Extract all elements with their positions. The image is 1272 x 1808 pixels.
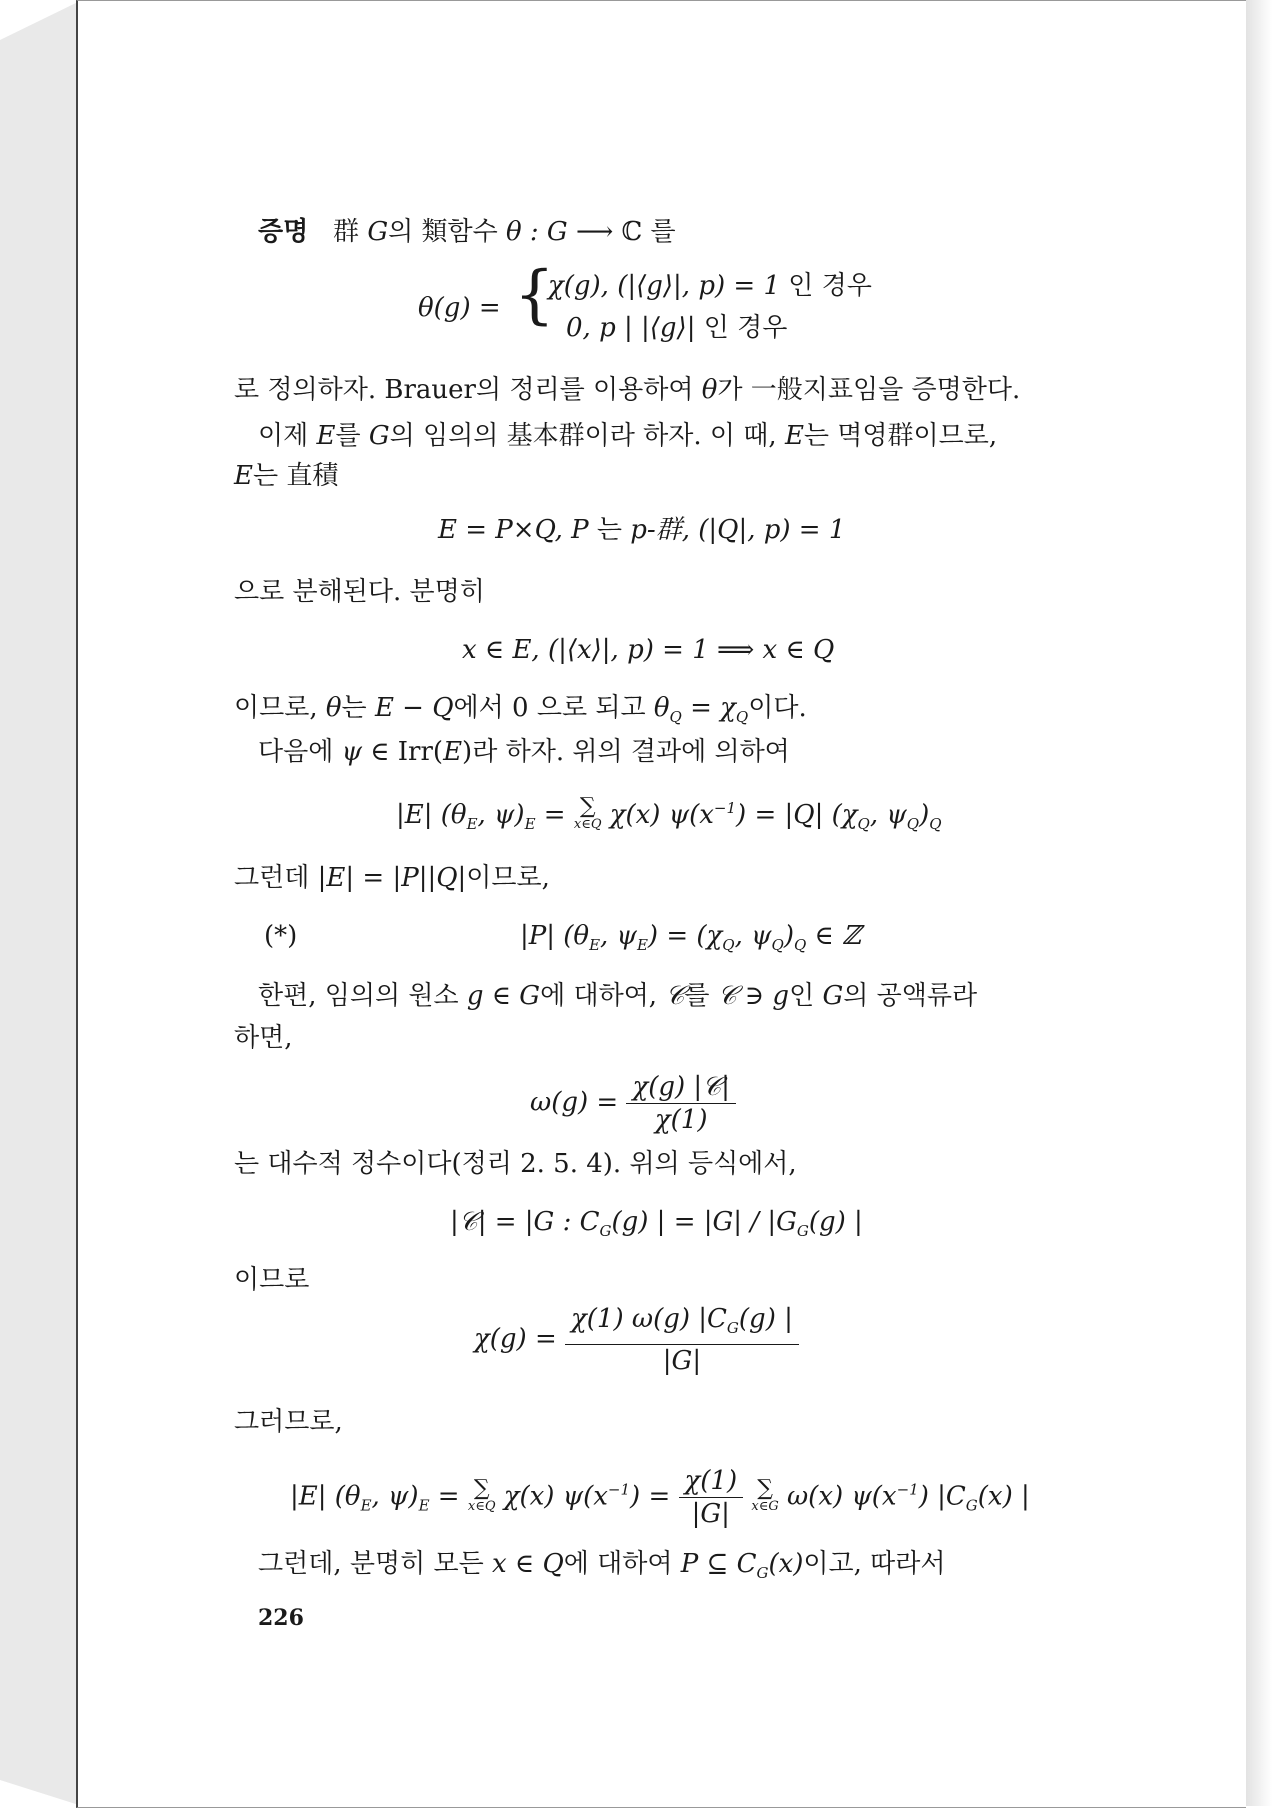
- paragraph-line: 이제 E를 G의 임의의 基本群이라 하자. 이 때, E는 멱영群이므로,: [258, 421, 998, 451]
- equation-inner-product: |E| ($\theta_E$, $\psi)_E$ = ∑ x∈Q χ(x) $\psi(x^{-1}) = |Q|$ ($\chi_Q$, $\psi_Q)_Q$: [396, 794, 942, 833]
- text: 그런데: [234, 863, 310, 893]
- math: χ(g) =: [474, 1324, 557, 1354]
- text: 0 으로 되고: [512, 693, 646, 723]
- math: χ(x) ψ(x: [609, 800, 714, 830]
- text: 인 경우: [703, 313, 788, 343]
- proof-label: 증명: [258, 217, 309, 247]
- equation-omega: [530, 1071, 736, 1136]
- equation-star: |P| ($\theta_E$, $\psi_E) = (\chi_Q$, $\psi_Q)_Q$ ∈ ℤ: [520, 921, 862, 954]
- text: 를: [684, 981, 710, 1011]
- equation-implication: x ∈ E, (|⟨x⟩|, p) = 1 ⟹ x ∈ Q: [462, 635, 835, 665]
- text: 인: [789, 981, 815, 1011]
- text: 그런데, 분명히 모든: [258, 1549, 484, 1579]
- math: |E| (θ: [290, 1481, 361, 1512]
- paragraph-line: 으로 분해된다. 분명히: [234, 577, 485, 607]
- math: |E| (θ: [396, 800, 467, 830]
- text: 이고, 따라서: [803, 1549, 946, 1579]
- text: 다음에: [258, 737, 334, 767]
- fraction-denominator: χ(1): [654, 1105, 708, 1135]
- text: 의 공액류라: [843, 981, 978, 1011]
- text: 의 정리를 이용하여: [476, 375, 694, 405]
- paragraph-line: 하면,: [234, 1023, 293, 1053]
- math: E = P×Q, P: [438, 515, 589, 545]
- text: 를: [335, 421, 361, 451]
- paragraph-line: 그러므로,: [234, 1407, 343, 1437]
- equation-sum: |E| ($\theta_E$, $\psi)_E$ = ∑ x∈Q χ(x) $\psi(x^{-1})$ = $\frac{\chi(1)}{|G|}$ ∑ x∈G ω(x) $\psi(x^{-1})$ $|C_G(x)$ |: [290, 1466, 1030, 1529]
- page: [76, 0, 1246, 1808]
- text: 이제: [258, 421, 309, 451]
- fraction-numerator: χ(g) |𝒞|: [626, 1071, 735, 1104]
- text: 이므로,: [466, 863, 550, 893]
- fraction-denominator: |G|: [662, 1346, 702, 1376]
- text: 는 直積: [252, 461, 339, 491]
- math: |P| (θ: [520, 921, 590, 951]
- text: 는: [596, 515, 623, 545]
- paragraph-line: 로 정의하자. Brauer의 정리를 이용하여 θ가 一般지표임을 증명한다.: [234, 375, 1021, 405]
- paragraph-line: E는 直積: [234, 461, 339, 491]
- text: 라 하자. 위의 결과에 의하여: [472, 737, 790, 767]
- text: 이다.: [748, 693, 807, 723]
- fraction-denominator: |G|: [691, 1499, 730, 1529]
- brace: {: [514, 258, 555, 332]
- math: ) = |Q| (χ: [736, 800, 858, 830]
- paragraph-line: 다음에 ψ ∈ Irr(E)라 하자. 위의 결과에 의하여: [258, 737, 790, 767]
- text: 의 임의의 基本群이라 하자. 이 때,: [389, 421, 777, 451]
- text: 에 대하여: [563, 1549, 673, 1579]
- paragraph-line: 이므로, θ는 E − Q에서 0 으로 되고 $\theta_Q = \chi_Q$이다.: [234, 693, 807, 726]
- equation-class-size: |𝒞| = |G : $C_G(g)$ | = $|G| / |G_G(g)$ |: [450, 1207, 863, 1240]
- paragraph-line: 한편, 임의의 원소 g ∈ G에 대하여, 𝒞를 𝒞 ∋ g인 G의 공액류라: [258, 981, 978, 1011]
- text: 인 경우: [788, 271, 872, 301]
- text: 가 一般지표임을 증명한다.: [717, 375, 1021, 405]
- text: 이므로,: [234, 693, 318, 723]
- text: 에 대하여,: [540, 981, 658, 1011]
- case-row-2: [566, 311, 787, 345]
- equation-tag: (*): [264, 921, 298, 951]
- paragraph-line: 그런데, 분명히 모든 x ∈ Q에 대하여 P ⊆ $C_G(x)$이고, 따라서: [258, 1549, 946, 1582]
- text: 群: [333, 217, 360, 247]
- fraction-numerator: χ(1): [679, 1465, 744, 1498]
- text: 에서: [453, 693, 504, 723]
- text: Brauer: [384, 375, 476, 405]
- math: χ(g), (|⟨g⟩|, p) = 1: [548, 271, 780, 301]
- math: ω(g) =: [530, 1087, 619, 1118]
- case-row-1: [548, 269, 872, 303]
- case-lhs: θ(g) =: [418, 293, 501, 323]
- text: 는 멱영群이므로,: [803, 421, 998, 451]
- equation-decomposition: [438, 513, 845, 547]
- text: 로 정의하자.: [234, 375, 377, 405]
- math: |𝒞| = |G : C: [450, 1207, 600, 1237]
- equation-chi: χ(g) = $\frac{\chi(1) \omega(g) |C_G(g) |}{|G|}$: [474, 1303, 799, 1377]
- paragraph-line: 는 대수적 정수이다(정리 2. 5. 4). 위의 등식에서,: [234, 1149, 797, 1179]
- paragraph-line: 그런데 |E| = |P||Q|이므로,: [234, 863, 550, 893]
- text: 를: [650, 217, 676, 247]
- text: 한편, 임의의 원소: [258, 981, 459, 1011]
- text: 의 類함수: [388, 217, 498, 247]
- book-spine: [0, 0, 82, 1806]
- paragraph-line: 이므로: [234, 1265, 310, 1295]
- text: 는: [341, 693, 367, 723]
- page-number: 226: [258, 1605, 304, 1631]
- math: p-群, (|Q|, p) = 1: [630, 515, 846, 545]
- fraction-numerator: χ(1) ω(g) |C: [571, 1304, 727, 1334]
- proof-heading-line: 증명 群 G의 類함수 θ : G ⟶ ℂ 를: [258, 217, 676, 247]
- math: 0, p | |⟨g⟩|: [566, 313, 696, 343]
